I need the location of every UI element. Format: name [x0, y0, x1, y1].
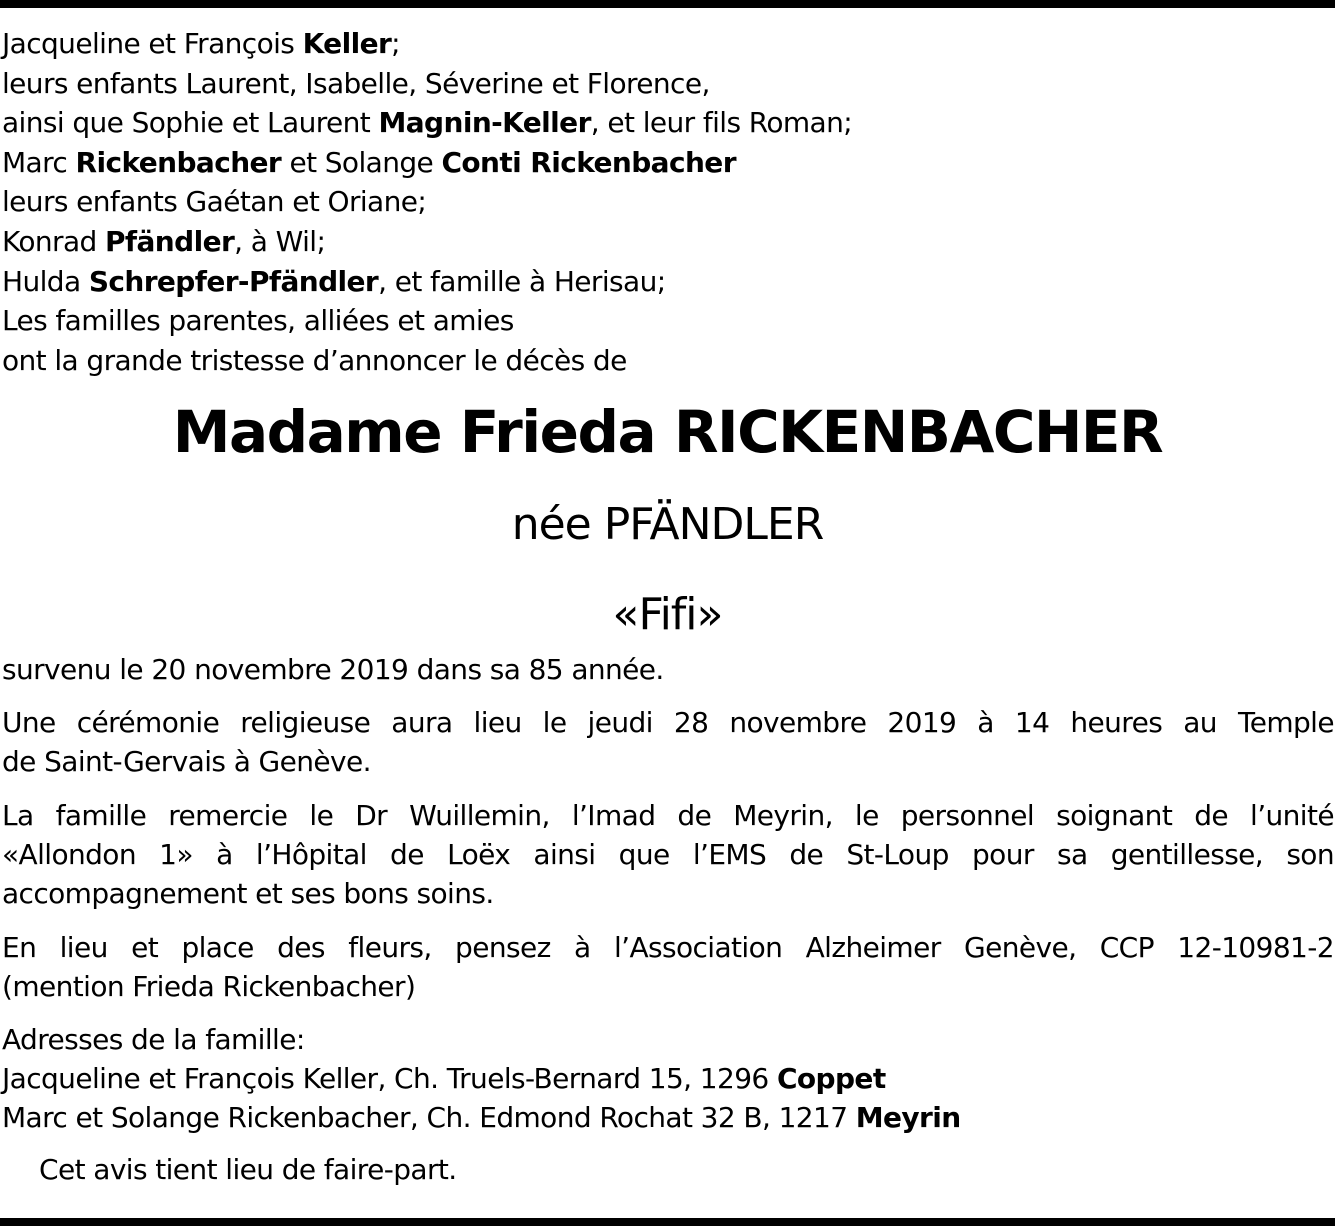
family-surname: Schrepfer-Pfändler	[88, 264, 379, 298]
deceased-name: Madame Frieda RICKENBACHER	[172, 398, 1163, 466]
family-surname: Keller	[302, 27, 392, 60]
address-text: Jacqueline et François Keller, Ch. Truels-Bernard 15, 1296	[2, 1062, 777, 1095]
nickname: «Fifi»	[612, 589, 723, 640]
paragraph-line: «Allondon 1» à l’Hôpital de Loëx ainsi que l’EMS de St-Loup pour sa gentillesse, son	[2, 838, 1334, 871]
closing-note: Cet avis tient lieu de faire-part.	[39, 1153, 457, 1186]
family-line-pfandler	[2, 222, 1322, 262]
address-line-keller	[2, 1059, 1334, 1098]
family-line-keller	[2, 24, 1322, 64]
family-line-text: Hulda	[2, 264, 89, 298]
family-line-text: Marc	[2, 145, 76, 179]
family-line-text: , et leur fils Roman;	[590, 106, 853, 140]
family-line-text: ainsi que Sophie et Laurent	[2, 106, 379, 140]
family-line-rickenbacher	[2, 143, 1322, 183]
addresses-heading: Adresses de la famille:	[2, 1023, 305, 1056]
addresses-paragraph	[2, 1020, 1334, 1137]
paragraph-line: accompagnement et ses bons soins.	[2, 877, 494, 910]
paragraph-line: La famille remercie le Dr Wuillemin, l’Imad de Meyrin, le personnel soignant de l’unité	[2, 799, 1334, 832]
date-of-death-paragraph	[2, 650, 1334, 689]
bottom-rule	[0, 1218, 1335, 1226]
paragraph-line: de Saint-Gervais à Genève.	[2, 745, 371, 778]
family-line-schrepfer	[2, 262, 1322, 302]
family-line-grandchildren: leurs enfants Gaétan et Oriane;	[2, 185, 427, 219]
ceremony-paragraph	[2, 703, 1334, 781]
family-list	[2, 24, 1322, 380]
thanks-paragraph	[2, 796, 1334, 913]
paragraph-line: (mention Frieda Rickenbacher)	[2, 970, 416, 1003]
paragraph-line: En lieu et place des fleurs, pensez à l’Association Alzheimer Genève, CCP 12-10981-2	[2, 931, 1334, 964]
family-line-text: ;	[391, 27, 401, 60]
family-line-announcement: ont la grande tristesse d’annoncer le décès de	[2, 343, 627, 377]
paragraph-line: Une cérémonie religieuse aura lieu le jeudi 28 novembre 2019 à 14 heures au Temple	[2, 706, 1334, 739]
paragraph-line: survenu le 20 novembre 2019 dans sa 85 année.	[2, 653, 664, 686]
family-line-text: , et famille à Herisau;	[378, 264, 666, 298]
family-line-relatives: Les familles parentes, alliées et amies	[2, 304, 514, 338]
address-line-rickenbacher	[2, 1098, 1334, 1137]
address-city: Coppet	[776, 1062, 886, 1095]
family-surname: Conti Rickenbacher	[441, 145, 736, 179]
family-line-text: , à Wil;	[234, 224, 326, 258]
address-text: Marc et Solange Rickenbacher, Ch. Edmond Rochat 32 B, 1217	[2, 1101, 856, 1134]
family-line-text: Konrad	[2, 224, 105, 258]
maiden-name: née PFÄNDLER	[511, 499, 824, 550]
family-line-text: Jacqueline et François	[2, 27, 303, 60]
flowers-paragraph	[2, 928, 1334, 1006]
family-line-text: et Solange	[281, 145, 442, 179]
top-rule	[0, 0, 1335, 8]
family-surname: Rickenbacher	[75, 145, 282, 179]
family-surname: Magnin-Keller	[378, 106, 591, 140]
family-line-children: leurs enfants Laurent, Isabelle, Séverine et Florence,	[2, 66, 710, 100]
family-surname: Pfändler	[105, 224, 235, 258]
family-line-magnin-keller	[2, 103, 1322, 143]
address-city: Meyrin	[855, 1101, 961, 1134]
